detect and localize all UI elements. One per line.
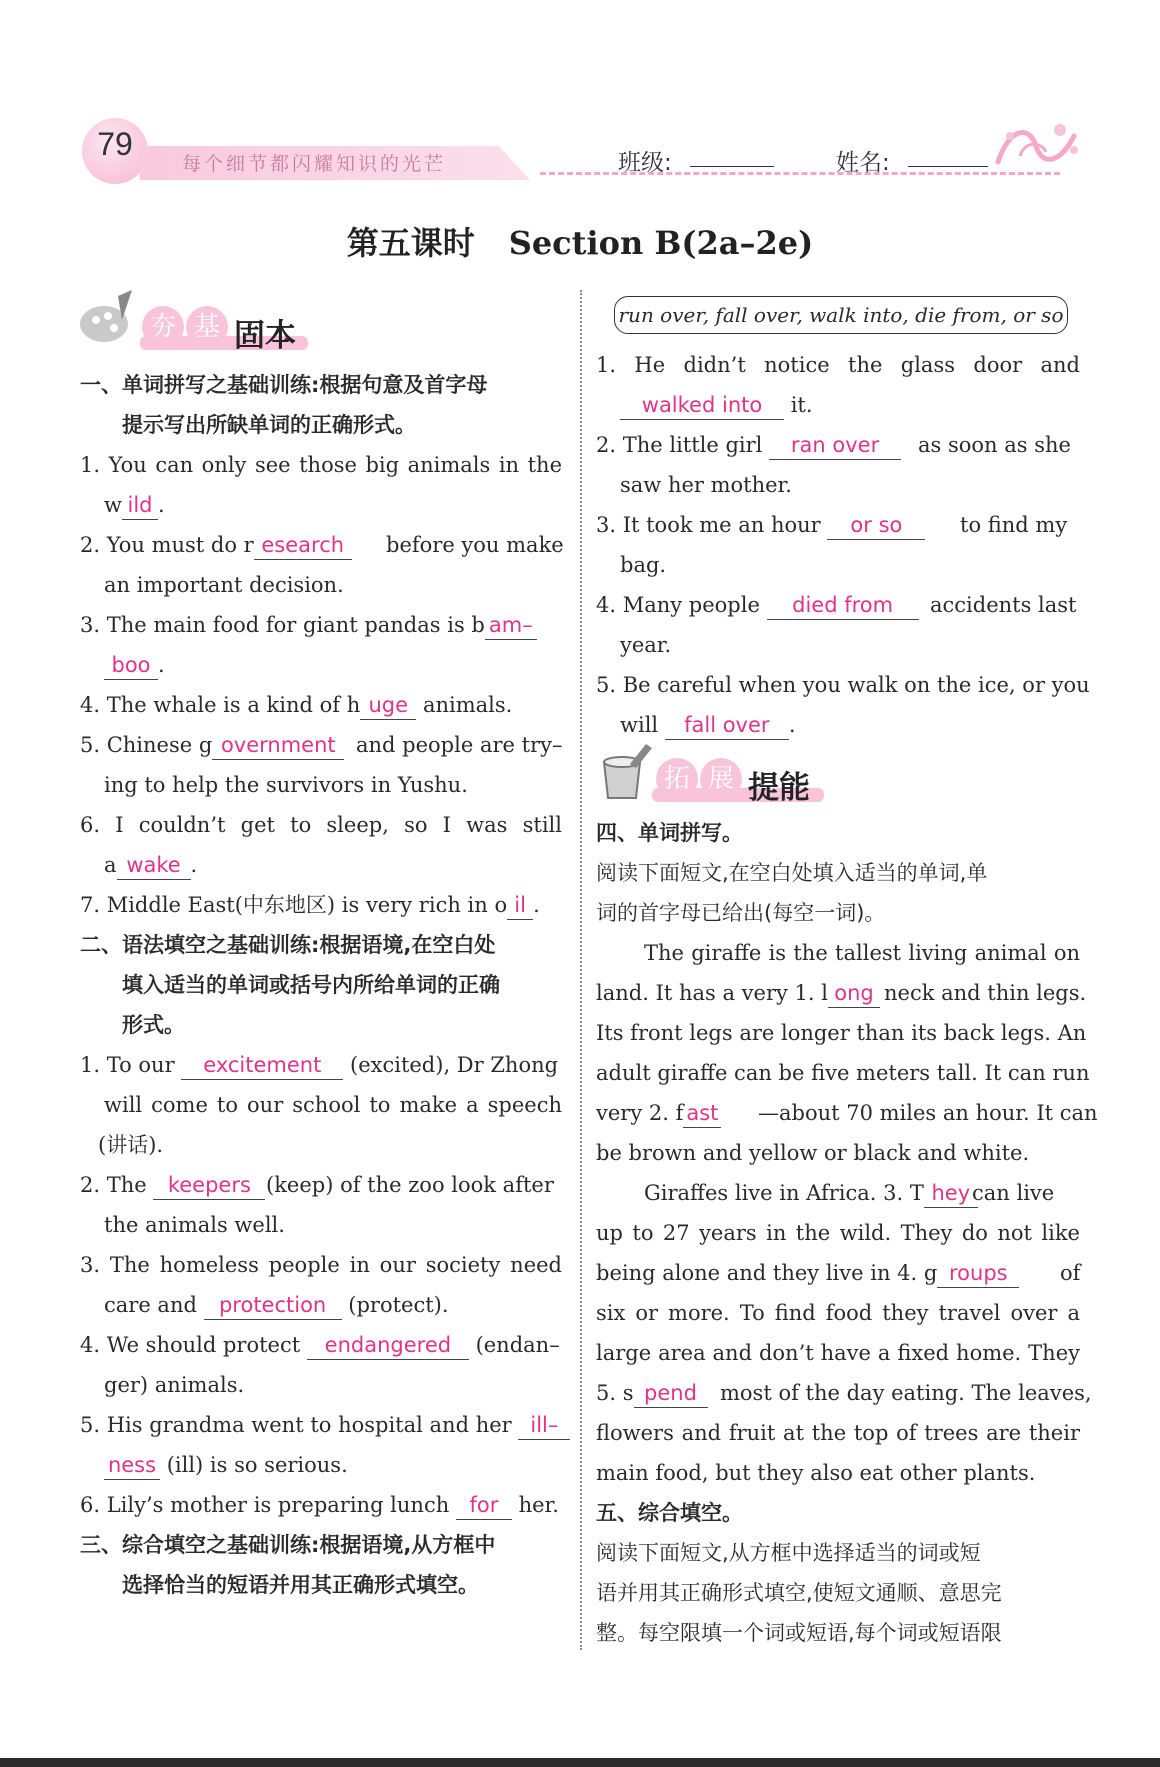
passage-2-line5: large area and don’t have a fixed home. They xyxy=(596,1341,1080,1365)
passage-2-line3b: of xyxy=(1060,1261,1081,1285)
q1-line2: w ild . xyxy=(104,490,165,520)
passage-2-line1: Giraffes live in Africa. 3. T hey xyxy=(644,1178,978,1208)
answer-blank: keepers xyxy=(153,1171,265,1200)
section-4-title: 四、单词拼写。 xyxy=(596,821,743,845)
g4-line2: ger) animals. xyxy=(104,1373,245,1397)
g2-line1b: (keep) of the zoo look after xyxy=(266,1173,554,1197)
g3-line1: 3. The homeless people in our society need xyxy=(80,1253,562,1277)
section-2-title-cont2: 形式。 xyxy=(122,1013,185,1037)
lesson-title xyxy=(0,218,1160,264)
section-badge-title: 提能 xyxy=(748,770,810,806)
passage-2-line2: up to 27 years in the wild. They do not like xyxy=(596,1221,1080,1245)
p2-line2: saw her mother. xyxy=(620,473,792,497)
p4-line2: year. xyxy=(620,633,672,657)
g3-line2: care and protection (protect). xyxy=(104,1290,449,1320)
slogan: 每个细节都闪耀知识的光芒 xyxy=(182,153,447,175)
passage-2-line3: being alone and they live in 4. g roups xyxy=(596,1258,1019,1288)
p1-line2: walked into it. xyxy=(620,390,813,420)
answer-blank: ast xyxy=(683,1099,721,1128)
badge-char-1: 拓 xyxy=(656,758,698,800)
q5-line2: ing to help the survivors in Yushu. xyxy=(104,773,468,797)
page-number: 79 xyxy=(97,126,133,162)
passage-1-line2b: neck and thin legs. xyxy=(884,981,1087,1005)
answer-blank: ness xyxy=(104,1451,160,1480)
section-3-title: 三、综合填空之基础训练:根据语境,从方框中 xyxy=(80,1533,496,1557)
answer-blank: ong xyxy=(828,979,880,1008)
q3-line1: 3. The main food for giant pandas is b am– xyxy=(80,610,537,640)
p1-line1: 1. He didn’t notice the glass door and xyxy=(596,353,1080,377)
answer-blank: wake xyxy=(117,851,191,880)
passage-1-line5b: —about 70 miles an hour. It can xyxy=(758,1101,1098,1125)
passage-2-line1b: can live xyxy=(972,1181,1055,1205)
passage-2-line7: flowers and fruit at the top of trees are their xyxy=(596,1421,1080,1445)
answer-blank: walked into xyxy=(620,391,784,420)
paint-bucket-icon xyxy=(596,744,656,800)
q2-line1: 2. You must do r esearch xyxy=(80,530,352,560)
section-1-title-cont: 提示写出所缺单词的正确形式。 xyxy=(122,413,416,437)
badge-char-1: 夯 xyxy=(142,306,184,348)
q4-line: 4. The whale is a kind of h uge animals. xyxy=(80,690,512,720)
badge-char-2: 基 xyxy=(186,306,228,348)
q5-line1b: and people are try– xyxy=(356,733,563,757)
passage-2-line6b: most of the day eating. The leaves, xyxy=(720,1381,1092,1405)
answer-blank: endangered xyxy=(307,1331,469,1360)
answer-blank: died from xyxy=(767,591,919,620)
passage-1-line3: Its front legs are longer than its back legs. An xyxy=(596,1021,1087,1045)
q2-line2: an important decision. xyxy=(104,573,344,597)
g6-line: 6. Lily’s mother is preparing lunch for her. xyxy=(80,1490,559,1520)
q1-line1: 1. You can only see those big animals in the xyxy=(80,453,562,477)
q6-line1: 6. I couldn’t get to sleep, so I was still xyxy=(80,813,562,837)
section-4-instruction-cont: 词的首字母已给出(每空一词)。 xyxy=(596,901,886,925)
answer-blank: uge xyxy=(360,691,416,720)
bottom-edge-bar xyxy=(0,1758,1160,1767)
passage-2-line4: six or more. To find food they travel over a xyxy=(596,1301,1080,1325)
g1-line3: (讲话). xyxy=(98,1133,164,1157)
section-badge-title: 固本 xyxy=(234,318,296,354)
section-5-title: 五、综合填空。 xyxy=(596,1501,743,1525)
answer-blank: or so xyxy=(827,511,925,540)
g5-line1: 5. His grandma went to hospital and her ill– xyxy=(80,1410,570,1440)
g1-line2: will come to our school to make a speech xyxy=(104,1093,562,1117)
answer-blank: overnment xyxy=(212,731,344,760)
q3-line2: boo . xyxy=(104,650,165,680)
g4-line1: 4. We should protect endangered (endan– xyxy=(80,1330,560,1360)
answer-blank: ill– xyxy=(518,1411,570,1440)
p4-line1b: accidents last xyxy=(930,593,1077,617)
answer-blank: for xyxy=(456,1491,512,1520)
answer-blank: boo xyxy=(104,651,158,680)
passage-2-line8: main food, but they also eat other plants. xyxy=(596,1461,1036,1485)
badge-char-2: 展 xyxy=(700,758,742,800)
p2-line1b: as soon as she xyxy=(918,433,1071,457)
g2-line2: the animals well. xyxy=(104,1213,285,1237)
palette-icon xyxy=(78,290,138,346)
answer-blank: ran over xyxy=(769,431,901,460)
passage-2-line6: 5. s pend xyxy=(596,1378,708,1408)
q2-line1b: before you make xyxy=(386,533,564,557)
p5-line2: will fall over . xyxy=(620,710,796,740)
answer-blank: roups xyxy=(937,1259,1019,1288)
class-blank xyxy=(690,166,774,167)
answer-blank: ild xyxy=(122,491,158,520)
g1-line1: 1. To our excitement xyxy=(80,1050,343,1080)
passage-1-line2: land. It has a very 1. l ong xyxy=(596,978,880,1008)
answer-blank: il xyxy=(507,891,533,920)
p2-line1: 2. The little girl ran over xyxy=(596,430,901,460)
section-5-instruction: 阅读下面短文,从方框中选择适当的词或短 xyxy=(596,1541,981,1565)
section-2-title-cont: 填入适当的单词或括号内所给单词的正确 xyxy=(122,973,500,997)
section-4-instruction: 阅读下面短文,在空白处填入适当的单词,单 xyxy=(596,861,988,885)
answer-blank: fall over xyxy=(665,711,789,740)
g1-line1b: (excited), Dr Zhong xyxy=(350,1053,559,1077)
passage-1-line1: The giraffe is the tallest living animal on xyxy=(644,941,1080,965)
p3-line1b: to find my xyxy=(960,513,1068,537)
section-5-instruction-cont2: 整。每空限填一个词或短语,每个词或短语限 xyxy=(596,1621,1002,1645)
phrase-box: run over, fall over, walk into, die from, or so xyxy=(614,296,1068,334)
section-1-title: 一、单词拼写之基础训练:根据句意及首字母 xyxy=(80,373,488,397)
answer-blank: hey xyxy=(924,1179,978,1208)
p3-line2: bag. xyxy=(620,553,667,577)
answer-blank: pend xyxy=(634,1379,708,1408)
section-3-title-cont: 选择恰当的短语并用其正确形式填空。 xyxy=(122,1573,479,1597)
name-label: 姓名: xyxy=(836,150,890,176)
lesson-title-english: Section B(2a–2e) xyxy=(508,224,814,262)
answer-blank: excitement xyxy=(181,1051,343,1080)
answer-blank: esearch xyxy=(254,531,352,560)
section-2-title: 二、语法填空之基础训练:根据语境,在空白处 xyxy=(80,933,496,957)
answer-blank: protection xyxy=(204,1291,342,1320)
answer-blank: am– xyxy=(485,611,537,640)
class-label: 班级: xyxy=(618,150,672,176)
p3-line1: 3. It took me an hour or so xyxy=(596,510,925,540)
lesson-title-chinese: 第五课时 xyxy=(346,224,475,262)
floral-ornament-icon xyxy=(990,116,1082,174)
passage-1-line5: very 2. f ast xyxy=(596,1098,721,1128)
section-5-instruction-cont: 语并用其正确形式填空,使短文通顺、意思完 xyxy=(596,1581,1002,1605)
q7-line: 7. Middle East(中东地区) is very rich in o il . xyxy=(80,890,540,920)
q6-line2: a wake . xyxy=(104,850,197,880)
column-divider xyxy=(580,290,582,1650)
p4-line1: 4. Many people died from xyxy=(596,590,919,620)
q5-line1: 5. Chinese g overnment xyxy=(80,730,344,760)
passage-1-line6: be brown and yellow or black and white. xyxy=(596,1141,1030,1165)
p5-line1: 5. Be careful when you walk on the ice, or you xyxy=(596,673,1090,697)
passage-1-line4: adult giraffe can be five meters tall. It can run xyxy=(596,1061,1090,1085)
g5-line2: ness (ill) is so serious. xyxy=(104,1450,348,1480)
name-blank xyxy=(908,166,988,167)
g2-line1: 2. The keepers xyxy=(80,1170,265,1200)
